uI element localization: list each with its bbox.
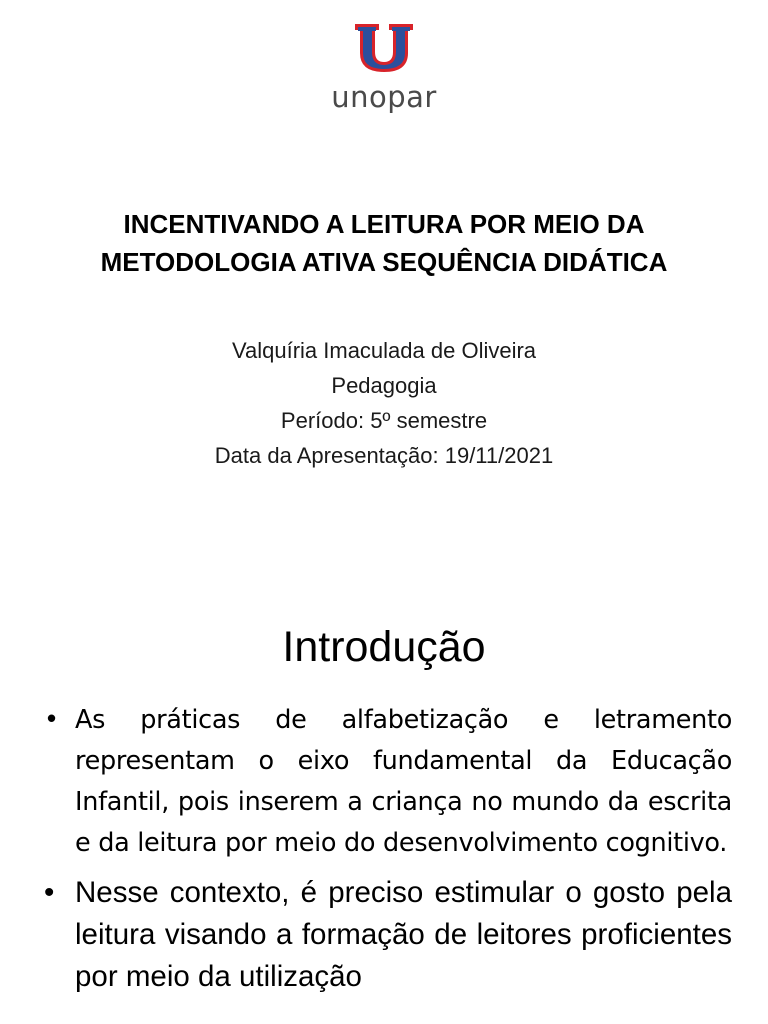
unopar-logo: [0, 22, 768, 113]
cover-details: [0, 333, 768, 473]
presentation-title: INCENTIVANDO A LEITURA POR MEIO DA METODOLOGIA ATIVA SEQUÊNCIA DIDÁTICA: [100, 209, 668, 277]
introduction-slide: [0, 540, 768, 1024]
list-item: [38, 872, 732, 998]
course-name: Pedagogia: [331, 373, 437, 398]
unopar-u-logo-icon: [353, 22, 415, 74]
presentation-date: Data da Apresentação: 19/11/2021: [214, 443, 554, 468]
bullet-icon: •: [44, 876, 55, 909]
author-name: Valquíria Imaculada de Oliveira: [231, 338, 537, 363]
list-item: [38, 700, 732, 864]
bullet-text: Nesse contexto, é preciso estimular o gosto pela leitura visando a formação de leitores proficientes por meio da utilização: [75, 876, 732, 993]
introduction-heading: Introdução: [282, 623, 486, 671]
introduction-bullet-list: [38, 700, 732, 998]
bullet-text: As práticas de alfabetização e letramento representam o eixo fundamental da Educação Infantil, pois inserem a criança no mundo da escrita e da leitura por meio do desenvolvimento cognitivo.: [75, 705, 732, 858]
brand-name: unopar: [331, 80, 437, 114]
bullet-icon: •: [44, 705, 59, 735]
period-text: Período: 5º semestre: [280, 408, 488, 433]
